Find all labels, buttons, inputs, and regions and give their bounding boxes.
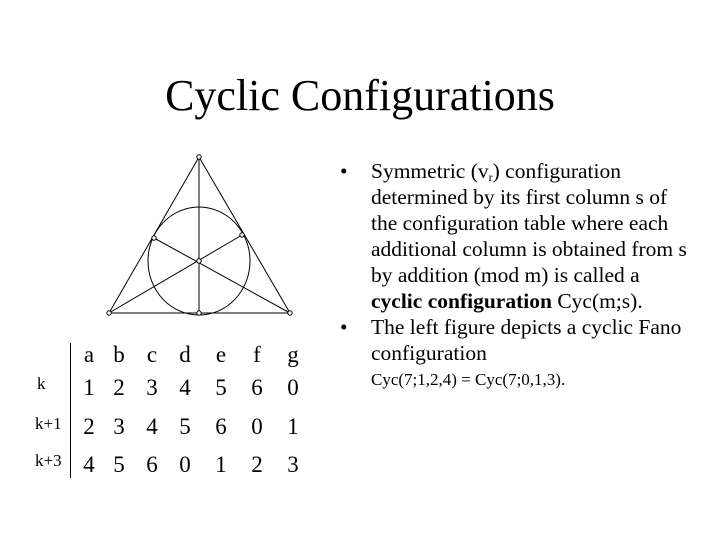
configuration-table: [0, 0, 330, 540]
table-cell: 1: [287, 414, 299, 439]
table-cell: 6: [215, 414, 227, 439]
table-cell: 5: [215, 375, 227, 400]
table-header-cell: g: [287, 342, 299, 367]
table-cell: 3: [146, 375, 158, 400]
table-cell: 6: [251, 375, 263, 400]
table-cell: 4: [146, 414, 158, 439]
table-header-cell: e: [215, 342, 227, 367]
table-cell: 2: [113, 375, 125, 400]
table-cell: 0: [251, 414, 263, 439]
table-cell: 2: [251, 452, 263, 477]
table-row-label: k+1: [35, 414, 62, 433]
bullet-item-fano-example: [338, 314, 688, 366]
table-header-cell: b: [113, 342, 125, 367]
bullet-marker: •: [340, 159, 348, 183]
table-cell: 3: [287, 452, 299, 477]
table-cell: 6: [146, 452, 158, 477]
cyclic-configuration-term: cyclic configuration: [371, 289, 552, 313]
table-cell: 1: [83, 375, 95, 400]
bullet-item-cyclic-definition: [338, 158, 688, 314]
table-cell: 4: [83, 452, 95, 477]
table-cell: 3: [113, 414, 125, 439]
table-cell: 5: [179, 414, 191, 439]
bullet-text: Symmetric $(v_r)$ configuration determined by its first column s of the configuration table where each additional column is obtained from s by addition (mod m) is called a cyclic configuration Cyc(m;s).: [371, 159, 687, 313]
bullet-marker: •: [340, 315, 348, 339]
bullet-list: [338, 158, 688, 391]
table-header-cell: a: [83, 342, 95, 367]
table-cell: 2: [83, 414, 95, 439]
bullet-text: The left figure depicts a cyclic Fano configuration: [371, 315, 682, 365]
slide-title: Cyclic Configurations: [165, 71, 555, 120]
table-cell: 0: [179, 452, 191, 477]
table-divider: [70, 343, 71, 478]
table-header-cell: c: [146, 342, 158, 367]
fano-formula: Cyc(7;1,2,4) = Cyc(7;0,1,3).: [371, 370, 566, 389]
table-header-cell: f: [253, 342, 261, 367]
table-cell: 4: [179, 375, 191, 400]
table-header-cell: d: [179, 342, 191, 367]
table-row-label: k+3: [35, 451, 62, 470]
table-cell: 0: [287, 375, 299, 400]
table-cell: 1: [215, 452, 227, 477]
table-row-label: k: [37, 374, 46, 393]
table-cell: 5: [113, 452, 125, 477]
